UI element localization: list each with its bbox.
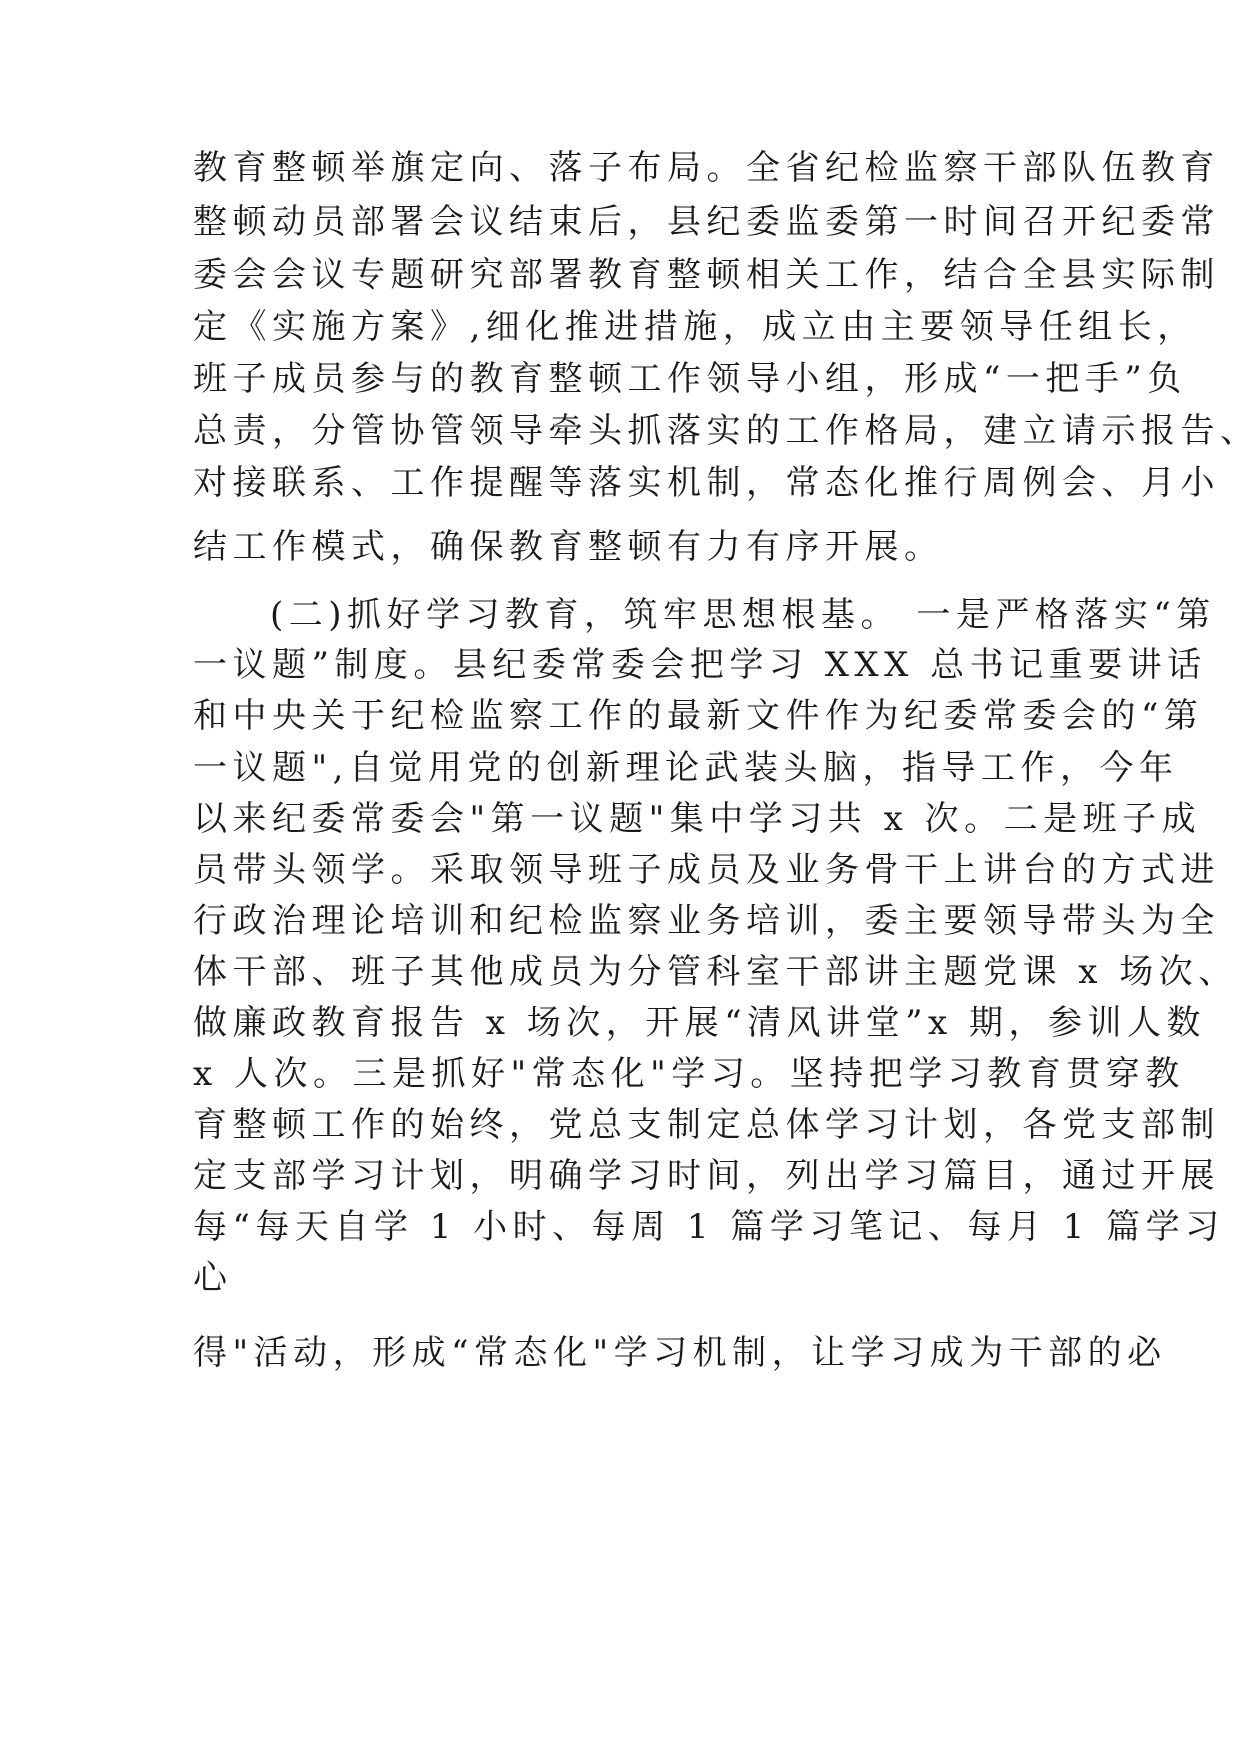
text-line: 委会会议专题研究部署教育整顿相关工作，结合全县实际制 [193,255,1220,295]
section-heading-line: (二)抓好学习教育，筑牢思想根基。 一是严格落实“第 [270,595,1216,635]
text-line: 和中央关于纪检监察工作的最新文件作为纪委常委会的“第 [193,696,1204,736]
text-line: 对接联系、工作提醒等落实机制，常态化推行周例会、月小 [193,463,1220,503]
text-line: 得"活动，形成“常态化"学习机制，让学习成为干部的必 [193,1333,1167,1373]
text-line: x 人次。三是抓好"常态化"学习。坚持把学习教育贯穿教 [193,1054,1185,1094]
text-line: 总责，分管协管领导牵头抓落实的工作格局，建立请示报告、 [193,411,1260,451]
text-line: 育整顿工作的始终，党总支制定总体学习计划，各党支部制 [193,1105,1220,1145]
text-line: 做廉政教育报告 x 场次，开展“清风讲堂”x 期，参训人数 [193,1003,1207,1043]
text-line: 以来纪委常委会"第一议题"集中学习共 x 次。二是班子成 [193,799,1202,839]
text-line: 结工作模式，确保教育整顿有力有序开展。 [193,527,944,567]
text-line: 定支部学习计划，明确学习时间，列出学习篇目，通过开展 [193,1156,1220,1196]
text-line: 定《实施方案》,细化推进措施，成立由主要领导任组长， [193,307,1197,347]
text-line: 一议题”制度。县纪委常委会把学习 XXX 总书记重要讲话 [193,645,1207,685]
text-line: 一议题",自觉用党的创新理论武装头脑，指导工作，今年 [193,748,1179,788]
text-line: 员带头领学。采取领导班子成员及业务骨干上讲台的方式进 [193,850,1220,890]
text-line: 每“每天自学 1 小时、每周 1 篇学习笔记、每月 1 篇学习 [193,1207,1225,1247]
text-line: 行政治理论培训和纪检监察业务培训，委主要领导带头为全 [193,901,1220,941]
text-line: 整顿动员部署会议结束后，县纪委监委第一时间召开纪委常 [193,202,1220,242]
text-line: 班子成员参与的教育整顿工作领导小组，形成“一把手”负 [193,359,1187,399]
text-line: 心 [193,1258,233,1298]
text-line: 教育整顿举旗定向、落子布局。全省纪检监察干部队伍教育 [193,148,1220,188]
text-line: 体干部、班子其他成员为分管科室干部讲主题党课 x 场次、 [193,952,1238,992]
